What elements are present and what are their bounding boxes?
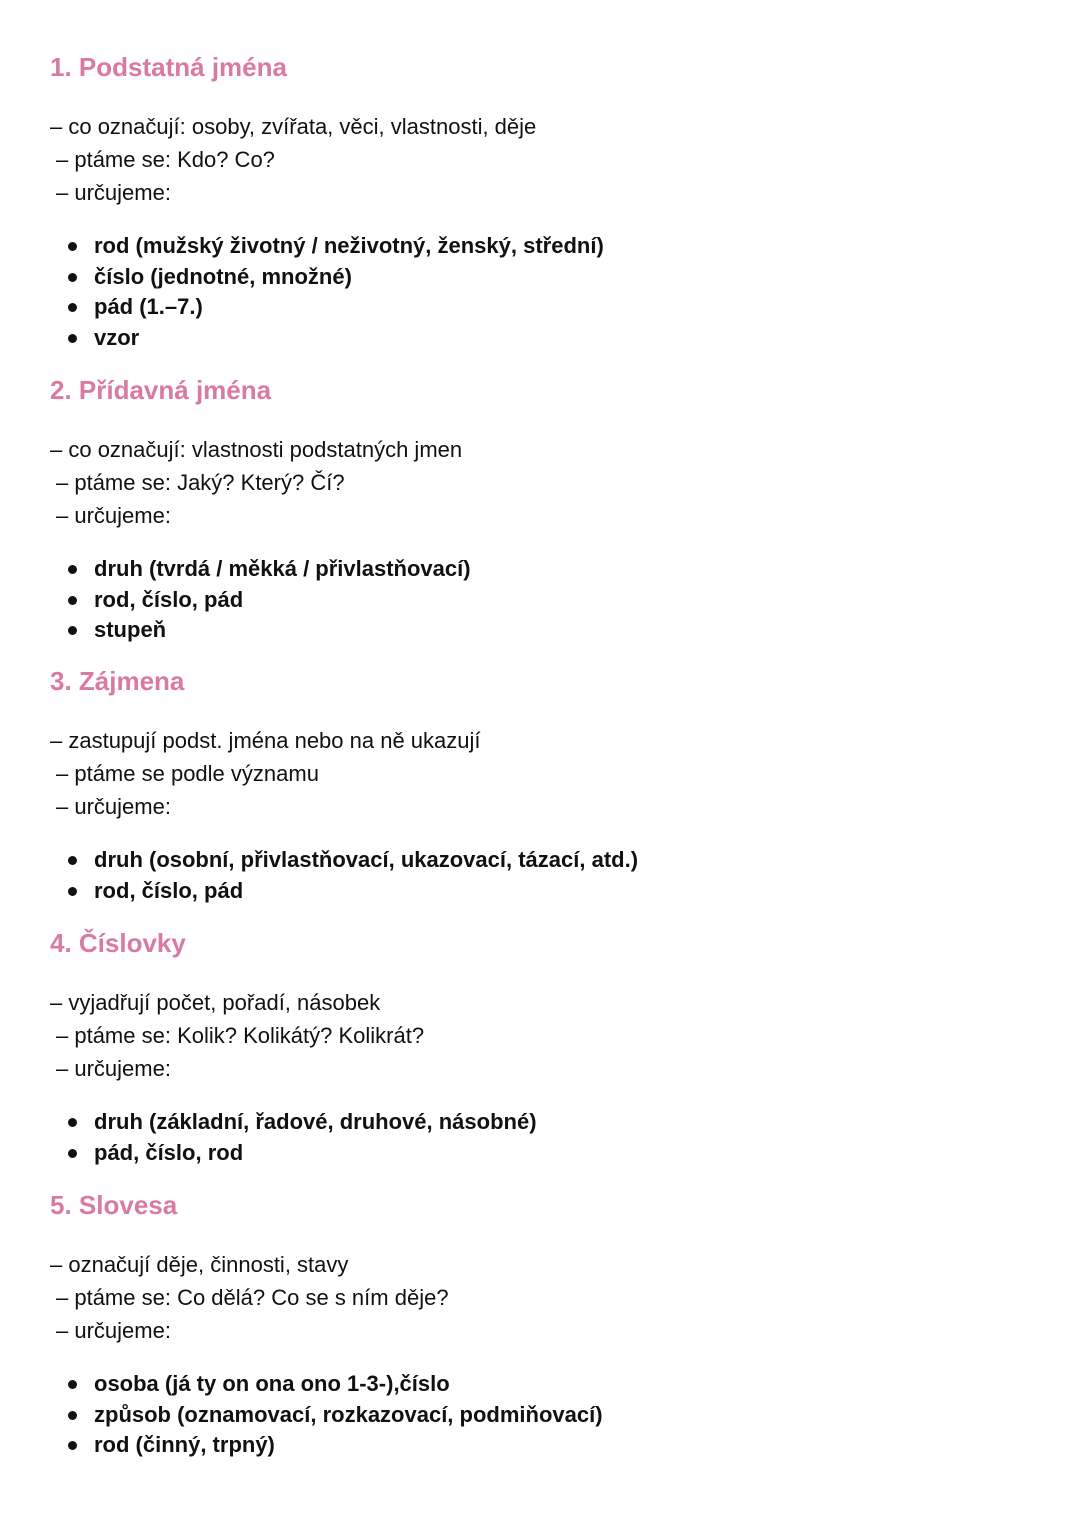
bullet-icon [68, 626, 77, 635]
bullet-icon [68, 856, 77, 865]
section-pridavna-jmena [50, 375, 1030, 646]
description-line: – ptáme se: Kolik? Kolikátý? Kolikrát? [56, 1023, 425, 1048]
list-item [68, 1400, 1030, 1431]
bullet-list [50, 1107, 1030, 1168]
description-line: – zastupují podst. jména nebo na ně ukazují [50, 728, 481, 753]
bullet-icon [68, 334, 77, 343]
list-item-text: vzor [94, 324, 140, 350]
bullet-icon [68, 1118, 77, 1127]
list-item [68, 1138, 1030, 1169]
list-item-text: číslo (jednotné, množné) [94, 263, 352, 289]
description-line: – určujeme: [56, 1318, 171, 1343]
description-line: – ptáme se: Kdo? Co? [56, 147, 275, 172]
bullet-icon [68, 1441, 77, 1450]
section-zajmena [50, 666, 1030, 906]
description-line: – vyjadřují počet, pořadí, násobek [50, 990, 381, 1015]
section-heading: 3. Zájmena [50, 666, 185, 696]
description-line: – ptáme se: Co dělá? Co se s ním děje? [56, 1285, 449, 1310]
description-line: – určujeme: [56, 503, 171, 528]
section-description [50, 433, 1030, 532]
section-podstatna-jmena [50, 52, 1030, 353]
list-item-text: druh (osobní, přivlastňovací, ukazovací, tázací, atd.) [94, 847, 639, 872]
list-item [68, 1369, 1030, 1400]
list-item [68, 554, 1030, 585]
bullet-icon [68, 565, 77, 574]
list-item [68, 231, 1030, 262]
list-item [68, 845, 1030, 876]
description-line: – ptáme se: Jaký? Který? Čí? [56, 470, 345, 495]
section-description [50, 110, 1030, 209]
section-heading: 1. Podstatná jména [50, 52, 287, 82]
bullet-icon [68, 887, 77, 896]
list-item-text: stupeň [94, 617, 167, 642]
list-item [68, 292, 1030, 323]
list-item [68, 615, 1030, 646]
list-item-text: rod, číslo, pád [94, 877, 244, 903]
section-heading: 4. Číslovky [50, 928, 186, 958]
description-line: – určujeme: [56, 1056, 171, 1081]
list-item-text: pád (1.–7.) [94, 294, 203, 319]
list-item-text: rod, číslo, pád [94, 586, 244, 612]
bullet-icon [68, 1149, 77, 1158]
description-line: – označují děje, činnosti, stavy [50, 1252, 349, 1277]
section-heading: 2. Přídavná jména [50, 375, 272, 405]
list-item-text: osoba (já ty on ona ono 1-3-),číslo [94, 1371, 450, 1396]
bullet-icon [68, 1380, 77, 1389]
bullet-list [50, 1369, 1030, 1461]
list-item [68, 1107, 1030, 1138]
section-description [50, 986, 1030, 1085]
description-line: – určujeme: [56, 794, 171, 819]
section-slovesa [50, 1190, 1030, 1461]
description-line: – co označují: vlastnosti podstatných jmen [50, 437, 463, 462]
bullet-icon [68, 1411, 77, 1420]
description-line: – co označují: osoby, zvířata, věci, vlastnosti, děje [50, 114, 537, 139]
section-cislovky [50, 928, 1030, 1168]
description-line: – ptáme se podle významu [56, 761, 319, 786]
section-heading: 5. Slovesa [50, 1190, 178, 1220]
list-item-text: rod (činný, trpný) [94, 1432, 275, 1457]
description-line: – určujeme: [56, 180, 171, 205]
bullet-icon [68, 242, 77, 251]
list-item-text: druh (základní, řadové, druhové, násobné) [94, 1109, 537, 1134]
bullet-list [50, 554, 1030, 646]
list-item [68, 323, 1030, 354]
bullet-icon [68, 273, 77, 282]
section-description [50, 724, 1030, 823]
list-item [68, 1430, 1030, 1461]
bullet-icon [68, 303, 77, 312]
list-item-text: druh (tvrdá / měkká / přivlastňovací) [94, 556, 471, 581]
list-item [68, 876, 1030, 907]
list-item-text: pád, číslo, rod [94, 1139, 244, 1165]
section-description [50, 1248, 1030, 1347]
list-item-text: rod (mužský životný / neživotný, ženský, střední) [94, 233, 604, 258]
list-item-text: způsob (oznamovací, rozkazovací, podmiňovací) [94, 1401, 603, 1427]
bullet-list [50, 845, 1030, 906]
bullet-list [50, 231, 1030, 353]
list-item [68, 262, 1030, 293]
list-item [68, 585, 1030, 616]
bullet-icon [68, 596, 77, 605]
